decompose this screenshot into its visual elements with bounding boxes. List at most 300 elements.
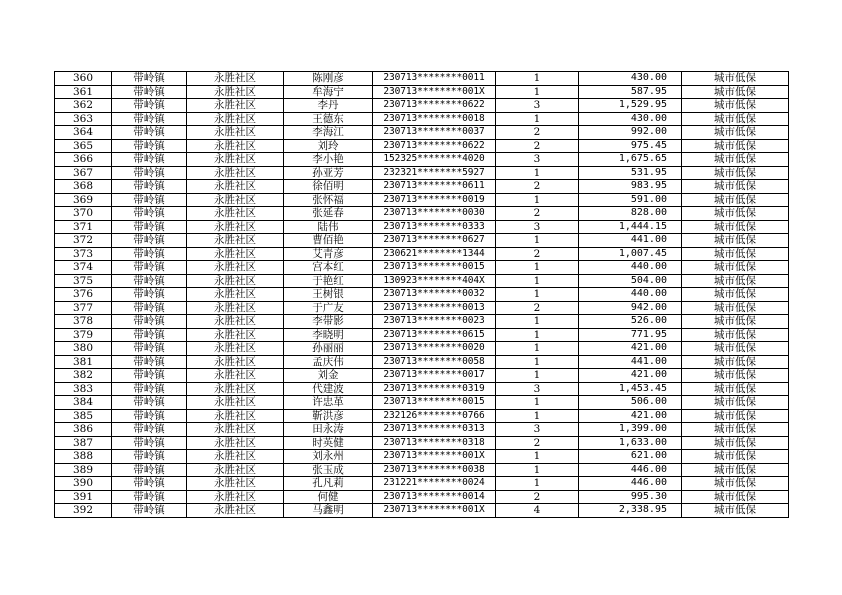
table-row <box>55 72 789 86</box>
persons-cell: 3 <box>496 423 579 437</box>
community-cell: 永胜社区 <box>187 355 284 369</box>
community-cell: 永胜社区 <box>187 139 284 153</box>
amount-cell: 992.00 <box>579 126 682 140</box>
table-row <box>55 193 789 207</box>
town-cell: 带岭镇 <box>112 234 187 248</box>
assistance-type-cell: 城市低保 <box>682 220 789 234</box>
id-number-cell: 230713********0011 <box>373 72 496 86</box>
town-cell: 带岭镇 <box>112 369 187 383</box>
row-number-cell: 386 <box>55 423 112 437</box>
persons-cell: 1 <box>496 288 579 302</box>
table-row <box>55 382 789 396</box>
community-cell: 永胜社区 <box>187 193 284 207</box>
id-number-cell: 230713********0627 <box>373 234 496 248</box>
name-cell: 刘金 <box>284 369 373 383</box>
town-cell: 带岭镇 <box>112 166 187 180</box>
community-cell: 永胜社区 <box>187 504 284 518</box>
table-row <box>55 126 789 140</box>
town-cell: 带岭镇 <box>112 477 187 491</box>
row-number-cell: 381 <box>55 355 112 369</box>
id-number-cell: 230713********0058 <box>373 355 496 369</box>
assistance-type-cell: 城市低保 <box>682 315 789 329</box>
amount-cell: 1,453.45 <box>579 382 682 396</box>
name-cell: 李晓明 <box>284 328 373 342</box>
row-number-cell: 380 <box>55 342 112 356</box>
community-cell: 永胜社区 <box>187 207 284 221</box>
community-cell: 永胜社区 <box>187 436 284 450</box>
table-row <box>55 153 789 167</box>
community-cell: 永胜社区 <box>187 450 284 464</box>
assistance-type-cell: 城市低保 <box>682 369 789 383</box>
name-cell: 艾青彦 <box>284 247 373 261</box>
town-cell: 带岭镇 <box>112 247 187 261</box>
name-cell: 陆伟 <box>284 220 373 234</box>
table-row <box>55 166 789 180</box>
persons-cell: 1 <box>496 328 579 342</box>
amount-cell: 587.95 <box>579 85 682 99</box>
assistance-type-cell: 城市低保 <box>682 180 789 194</box>
row-number-cell: 375 <box>55 274 112 288</box>
row-number-cell: 364 <box>55 126 112 140</box>
amount-cell: 441.00 <box>579 355 682 369</box>
assistance-type-cell: 城市低保 <box>682 234 789 248</box>
assistance-type-cell: 城市低保 <box>682 301 789 315</box>
community-cell: 永胜社区 <box>187 490 284 504</box>
table-row <box>55 301 789 315</box>
table-body <box>55 72 789 518</box>
assistance-type-cell: 城市低保 <box>682 477 789 491</box>
amount-cell: 526.00 <box>579 315 682 329</box>
persons-cell: 2 <box>496 301 579 315</box>
amount-cell: 421.00 <box>579 369 682 383</box>
persons-cell: 2 <box>496 126 579 140</box>
persons-cell: 3 <box>496 99 579 113</box>
community-cell: 永胜社区 <box>187 220 284 234</box>
row-number-cell: 392 <box>55 504 112 518</box>
persons-cell: 3 <box>496 382 579 396</box>
table-row <box>55 112 789 126</box>
assistance-type-cell: 城市低保 <box>682 85 789 99</box>
table-row <box>55 463 789 477</box>
id-number-cell: 230713********0023 <box>373 315 496 329</box>
assistance-type-cell: 城市低保 <box>682 463 789 477</box>
community-cell: 永胜社区 <box>187 342 284 356</box>
id-number-cell: 232321********5927 <box>373 166 496 180</box>
name-cell: 许忠革 <box>284 396 373 410</box>
name-cell: 孟庆伟 <box>284 355 373 369</box>
persons-cell: 1 <box>496 369 579 383</box>
community-cell: 永胜社区 <box>187 126 284 140</box>
assistance-type-cell: 城市低保 <box>682 166 789 180</box>
community-cell: 永胜社区 <box>187 234 284 248</box>
table-row <box>55 409 789 423</box>
community-cell: 永胜社区 <box>187 180 284 194</box>
community-cell: 永胜社区 <box>187 261 284 275</box>
assistance-type-cell: 城市低保 <box>682 193 789 207</box>
id-number-cell: 230713********0313 <box>373 423 496 437</box>
persons-cell: 1 <box>496 450 579 464</box>
town-cell: 带岭镇 <box>112 85 187 99</box>
id-number-cell: 152325********4020 <box>373 153 496 167</box>
id-number-cell: 230713********001X <box>373 504 496 518</box>
amount-cell: 504.00 <box>579 274 682 288</box>
town-cell: 带岭镇 <box>112 409 187 423</box>
amount-cell: 1,444.15 <box>579 220 682 234</box>
row-number-cell: 365 <box>55 139 112 153</box>
name-cell: 马鑫明 <box>284 504 373 518</box>
persons-cell: 3 <box>496 220 579 234</box>
town-cell: 带岭镇 <box>112 463 187 477</box>
amount-cell: 531.95 <box>579 166 682 180</box>
id-number-cell: 230713********0037 <box>373 126 496 140</box>
row-number-cell: 362 <box>55 99 112 113</box>
community-cell: 永胜社区 <box>187 463 284 477</box>
persons-cell: 1 <box>496 355 579 369</box>
assistance-type-cell: 城市低保 <box>682 153 789 167</box>
name-cell: 张延春 <box>284 207 373 221</box>
name-cell: 孙亚芳 <box>284 166 373 180</box>
persons-cell: 2 <box>496 436 579 450</box>
community-cell: 永胜社区 <box>187 315 284 329</box>
amount-cell: 440.00 <box>579 288 682 302</box>
name-cell: 王树银 <box>284 288 373 302</box>
id-number-cell: 232126********0766 <box>373 409 496 423</box>
town-cell: 带岭镇 <box>112 72 187 86</box>
community-cell: 永胜社区 <box>187 382 284 396</box>
row-number-cell: 387 <box>55 436 112 450</box>
row-number-cell: 370 <box>55 207 112 221</box>
row-number-cell: 374 <box>55 261 112 275</box>
town-cell: 带岭镇 <box>112 99 187 113</box>
amount-cell: 1,529.95 <box>579 99 682 113</box>
name-cell: 曹佰艳 <box>284 234 373 248</box>
amount-cell: 1,007.45 <box>579 247 682 261</box>
persons-cell: 1 <box>496 315 579 329</box>
persons-cell: 2 <box>496 247 579 261</box>
persons-cell: 2 <box>496 180 579 194</box>
row-number-cell: 378 <box>55 315 112 329</box>
amount-cell: 441.00 <box>579 234 682 248</box>
community-cell: 永胜社区 <box>187 369 284 383</box>
assistance-type-cell: 城市低保 <box>682 396 789 410</box>
town-cell: 带岭镇 <box>112 288 187 302</box>
row-number-cell: 382 <box>55 369 112 383</box>
table-row <box>55 234 789 248</box>
amount-cell: 421.00 <box>579 409 682 423</box>
community-cell: 永胜社区 <box>187 247 284 261</box>
row-number-cell: 383 <box>55 382 112 396</box>
table-row <box>55 504 789 518</box>
community-cell: 永胜社区 <box>187 423 284 437</box>
id-number-cell: 230713********0017 <box>373 369 496 383</box>
community-cell: 永胜社区 <box>187 72 284 86</box>
town-cell: 带岭镇 <box>112 315 187 329</box>
town-cell: 带岭镇 <box>112 126 187 140</box>
town-cell: 带岭镇 <box>112 355 187 369</box>
town-cell: 带岭镇 <box>112 436 187 450</box>
community-cell: 永胜社区 <box>187 396 284 410</box>
persons-cell: 1 <box>496 85 579 99</box>
amount-cell: 506.00 <box>579 396 682 410</box>
town-cell: 带岭镇 <box>112 450 187 464</box>
name-cell: 李小艳 <box>284 153 373 167</box>
assistance-type-cell: 城市低保 <box>682 436 789 450</box>
id-number-cell: 230713********0333 <box>373 220 496 234</box>
id-number-cell: 230713********0019 <box>373 193 496 207</box>
id-number-cell: 230713********001X <box>373 450 496 464</box>
persons-cell: 1 <box>496 396 579 410</box>
town-cell: 带岭镇 <box>112 490 187 504</box>
amount-cell: 942.00 <box>579 301 682 315</box>
persons-cell: 3 <box>496 153 579 167</box>
name-cell: 于广友 <box>284 301 373 315</box>
assistance-type-cell: 城市低保 <box>682 288 789 302</box>
id-number-cell: 230713********0013 <box>373 301 496 315</box>
row-number-cell: 389 <box>55 463 112 477</box>
row-number-cell: 390 <box>55 477 112 491</box>
town-cell: 带岭镇 <box>112 504 187 518</box>
id-number-cell: 130923********404X <box>373 274 496 288</box>
id-number-cell: 230713********0018 <box>373 112 496 126</box>
table-row <box>55 396 789 410</box>
community-cell: 永胜社区 <box>187 153 284 167</box>
table-row <box>55 369 789 383</box>
document-page <box>54 71 788 518</box>
row-number-cell: 363 <box>55 112 112 126</box>
id-number-cell: 230713********0318 <box>373 436 496 450</box>
town-cell: 带岭镇 <box>112 180 187 194</box>
town-cell: 带岭镇 <box>112 423 187 437</box>
table-row <box>55 355 789 369</box>
name-cell: 靳洪彦 <box>284 409 373 423</box>
assistance-type-cell: 城市低保 <box>682 450 789 464</box>
persons-cell: 1 <box>496 409 579 423</box>
amount-cell: 2,338.95 <box>579 504 682 518</box>
community-cell: 永胜社区 <box>187 288 284 302</box>
id-number-cell: 230713********0020 <box>373 342 496 356</box>
name-cell: 刘永州 <box>284 450 373 464</box>
amount-cell: 591.00 <box>579 193 682 207</box>
town-cell: 带岭镇 <box>112 328 187 342</box>
assistance-type-cell: 城市低保 <box>682 342 789 356</box>
table-row <box>55 436 789 450</box>
town-cell: 带岭镇 <box>112 301 187 315</box>
table-row <box>55 490 789 504</box>
row-number-cell: 361 <box>55 85 112 99</box>
persons-cell: 2 <box>496 139 579 153</box>
assistance-type-cell: 城市低保 <box>682 328 789 342</box>
name-cell: 李丹 <box>284 99 373 113</box>
assistance-type-cell: 城市低保 <box>682 504 789 518</box>
amount-cell: 771.95 <box>579 328 682 342</box>
town-cell: 带岭镇 <box>112 207 187 221</box>
persons-cell: 1 <box>496 274 579 288</box>
town-cell: 带岭镇 <box>112 382 187 396</box>
assistance-type-cell: 城市低保 <box>682 423 789 437</box>
persons-cell: 1 <box>496 463 579 477</box>
town-cell: 带岭镇 <box>112 112 187 126</box>
community-cell: 永胜社区 <box>187 166 284 180</box>
id-number-cell: 230713********0014 <box>373 490 496 504</box>
row-number-cell: 367 <box>55 166 112 180</box>
row-number-cell: 384 <box>55 396 112 410</box>
assistance-type-cell: 城市低保 <box>682 247 789 261</box>
name-cell: 代建波 <box>284 382 373 396</box>
table-row <box>55 139 789 153</box>
community-cell: 永胜社区 <box>187 301 284 315</box>
table-row <box>55 180 789 194</box>
row-number-cell: 373 <box>55 247 112 261</box>
name-cell: 张怀福 <box>284 193 373 207</box>
id-number-cell: 230713********0615 <box>373 328 496 342</box>
row-number-cell: 369 <box>55 193 112 207</box>
id-number-cell: 230713********0032 <box>373 288 496 302</box>
id-number-cell: 230713********001X <box>373 85 496 99</box>
town-cell: 带岭镇 <box>112 193 187 207</box>
assistance-type-cell: 城市低保 <box>682 355 789 369</box>
community-cell: 永胜社区 <box>187 112 284 126</box>
town-cell: 带岭镇 <box>112 274 187 288</box>
table-row <box>55 247 789 261</box>
assistance-type-cell: 城市低保 <box>682 72 789 86</box>
id-number-cell: 231221********0024 <box>373 477 496 491</box>
amount-cell: 975.45 <box>579 139 682 153</box>
community-cell: 永胜社区 <box>187 409 284 423</box>
row-number-cell: 377 <box>55 301 112 315</box>
id-number-cell: 230713********0622 <box>373 139 496 153</box>
id-number-cell: 230713********0030 <box>373 207 496 221</box>
persons-cell: 1 <box>496 477 579 491</box>
id-number-cell: 230713********0015 <box>373 396 496 410</box>
persons-cell: 2 <box>496 490 579 504</box>
community-cell: 永胜社区 <box>187 85 284 99</box>
persons-cell: 1 <box>496 166 579 180</box>
persons-cell: 1 <box>496 72 579 86</box>
id-number-cell: 230713********0622 <box>373 99 496 113</box>
id-number-cell: 230713********0015 <box>373 261 496 275</box>
amount-cell: 446.00 <box>579 477 682 491</box>
name-cell: 徐佰明 <box>284 180 373 194</box>
amount-cell: 1,399.00 <box>579 423 682 437</box>
row-number-cell: 385 <box>55 409 112 423</box>
assistance-type-cell: 城市低保 <box>682 382 789 396</box>
name-cell: 刘玲 <box>284 139 373 153</box>
community-cell: 永胜社区 <box>187 274 284 288</box>
amount-cell: 828.00 <box>579 207 682 221</box>
table-row <box>55 85 789 99</box>
town-cell: 带岭镇 <box>112 342 187 356</box>
row-number-cell: 371 <box>55 220 112 234</box>
community-cell: 永胜社区 <box>187 477 284 491</box>
assistance-type-cell: 城市低保 <box>682 409 789 423</box>
town-cell: 带岭镇 <box>112 220 187 234</box>
row-number-cell: 388 <box>55 450 112 464</box>
row-number-cell: 366 <box>55 153 112 167</box>
amount-cell: 1,675.65 <box>579 153 682 167</box>
table-row <box>55 220 789 234</box>
name-cell: 时英健 <box>284 436 373 450</box>
table-row <box>55 450 789 464</box>
amount-cell: 446.00 <box>579 463 682 477</box>
persons-cell: 2 <box>496 207 579 221</box>
name-cell: 张玉成 <box>284 463 373 477</box>
table-row <box>55 99 789 113</box>
table-row <box>55 328 789 342</box>
persons-cell: 1 <box>496 342 579 356</box>
persons-cell: 1 <box>496 112 579 126</box>
name-cell: 田永涛 <box>284 423 373 437</box>
row-number-cell: 391 <box>55 490 112 504</box>
table-row <box>55 477 789 491</box>
amount-cell: 430.00 <box>579 72 682 86</box>
row-number-cell: 360 <box>55 72 112 86</box>
name-cell: 何健 <box>284 490 373 504</box>
table-row <box>55 274 789 288</box>
name-cell: 孔凡莉 <box>284 477 373 491</box>
id-number-cell: 230713********0038 <box>373 463 496 477</box>
id-number-cell: 230713********0611 <box>373 180 496 194</box>
table-row <box>55 315 789 329</box>
name-cell: 陈刚彦 <box>284 72 373 86</box>
table-row <box>55 207 789 221</box>
persons-cell: 1 <box>496 193 579 207</box>
row-number-cell: 376 <box>55 288 112 302</box>
assistance-type-cell: 城市低保 <box>682 490 789 504</box>
assistance-type-cell: 城市低保 <box>682 261 789 275</box>
amount-cell: 995.30 <box>579 490 682 504</box>
amount-cell: 421.00 <box>579 342 682 356</box>
name-cell: 李带影 <box>284 315 373 329</box>
id-number-cell: 230621********1344 <box>373 247 496 261</box>
table-row <box>55 423 789 437</box>
persons-cell: 1 <box>496 261 579 275</box>
row-number-cell: 379 <box>55 328 112 342</box>
assistance-type-cell: 城市低保 <box>682 112 789 126</box>
assistance-type-cell: 城市低保 <box>682 274 789 288</box>
assistance-type-cell: 城市低保 <box>682 99 789 113</box>
amount-cell: 621.00 <box>579 450 682 464</box>
table-row <box>55 288 789 302</box>
community-cell: 永胜社区 <box>187 99 284 113</box>
name-cell: 王德东 <box>284 112 373 126</box>
row-number-cell: 368 <box>55 180 112 194</box>
name-cell: 李海江 <box>284 126 373 140</box>
town-cell: 带岭镇 <box>112 261 187 275</box>
amount-cell: 983.95 <box>579 180 682 194</box>
assistance-type-cell: 城市低保 <box>682 126 789 140</box>
name-cell: 于艳红 <box>284 274 373 288</box>
id-number-cell: 230713********0319 <box>373 382 496 396</box>
amount-cell: 1,633.00 <box>579 436 682 450</box>
amount-cell: 430.00 <box>579 112 682 126</box>
persons-cell: 4 <box>496 504 579 518</box>
table-row <box>55 342 789 356</box>
name-cell: 孙丽丽 <box>284 342 373 356</box>
town-cell: 带岭镇 <box>112 396 187 410</box>
persons-cell: 1 <box>496 234 579 248</box>
assistance-table <box>54 71 789 518</box>
row-number-cell: 372 <box>55 234 112 248</box>
assistance-type-cell: 城市低保 <box>682 139 789 153</box>
table-row <box>55 261 789 275</box>
town-cell: 带岭镇 <box>112 139 187 153</box>
name-cell: 牟海宁 <box>284 85 373 99</box>
town-cell: 带岭镇 <box>112 153 187 167</box>
assistance-type-cell: 城市低保 <box>682 207 789 221</box>
amount-cell: 440.00 <box>579 261 682 275</box>
name-cell: 宫本红 <box>284 261 373 275</box>
community-cell: 永胜社区 <box>187 328 284 342</box>
